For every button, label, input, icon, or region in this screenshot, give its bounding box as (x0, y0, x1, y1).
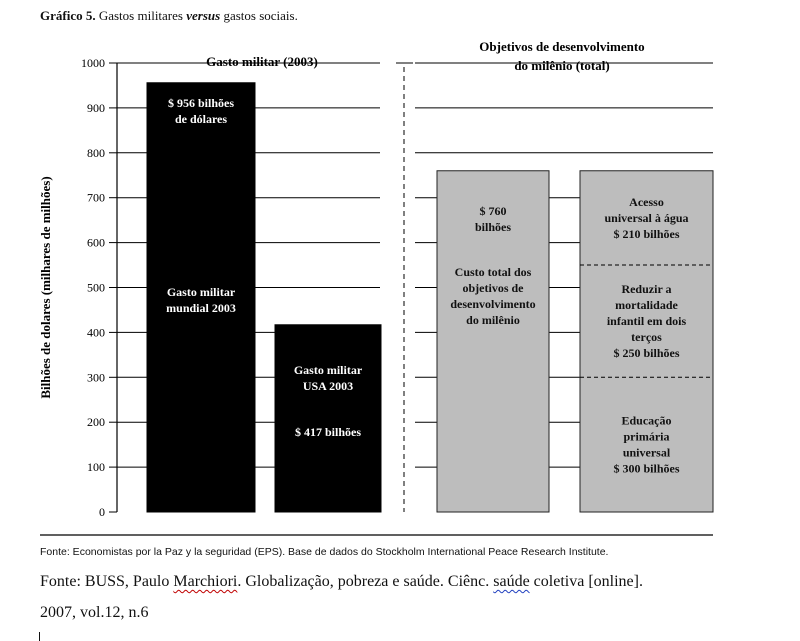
figure-title-em: versus (186, 8, 221, 23)
citation-post: coletiva [online]. (529, 573, 643, 590)
figure-label: Gráfico 5. (40, 8, 96, 23)
segment-0-label-2: universal (622, 445, 671, 460)
segment-2-label-0: Acesso (629, 194, 664, 209)
chart-source-note: Fonte: Economistas por la Paz y la seguridad (EPS). Base de dados do Stockholm International Peace Research Institute. (40, 546, 609, 558)
y-tick-label-100: 100 (87, 460, 105, 475)
bar-mdg-total-mid-label-1: objetivos de (462, 281, 524, 295)
y-tick-label-400: 400 (87, 325, 105, 340)
y-tick-label-1000: 1000 (81, 56, 105, 70)
bar-mdg-total-top-label-1: bilhões (474, 219, 512, 234)
citation-line-1 (40, 573, 643, 591)
text-cursor (39, 632, 40, 641)
bar-mdg-total-mid-label-0: Custo total dos (454, 265, 532, 279)
segment-1-label-2: infantil em dois (606, 314, 687, 329)
citation-word: saúde (493, 573, 530, 590)
bar-mdg-total-mid-label-3: do milênio (466, 313, 520, 327)
bar-world-mid-label-1: mundial 2003 (166, 301, 236, 315)
segment-0-label-3: $ 300 bilhões (613, 461, 680, 476)
figure-title-pre: Gastos militares (98, 8, 183, 23)
bar-usa-mid-label-0: $ 417 bilhões (294, 425, 362, 439)
bar-mdg-total-top-label-0: $ 760 (479, 203, 507, 218)
group-right-title-line-2: do milênio (total) (514, 58, 610, 73)
group-right-title-line-1: Objetivos de desenvolvimento (479, 39, 645, 54)
y-tick-label-800: 800 (87, 145, 105, 160)
y-tick-label-0: 0 (99, 505, 105, 519)
citation-line-2: 2007, vol.12, n.6 (40, 604, 149, 621)
citation-author: Marchiori (173, 573, 238, 590)
y-tick-label-300: 300 (87, 370, 105, 385)
bar-usa (275, 325, 381, 512)
segment-2-label-2: $ 210 bilhões (613, 226, 680, 241)
bar-usa-top-label-1: USA 2003 (302, 378, 354, 393)
y-tick-label-500: 500 (87, 280, 105, 295)
bar-mdg-total-mid-label-2: desenvolvimento (450, 297, 536, 311)
y-tick-label-600: 600 (87, 235, 105, 250)
bar-usa-top-label-0: Gasto militar (293, 362, 363, 377)
bar-world-top-label-0: $ 956 bilhões (167, 95, 235, 110)
citation-pre: Fonte: BUSS, Paulo (40, 573, 174, 590)
y-tick-label-900: 900 (87, 100, 105, 115)
bar-world-mid-label-0: Gasto militar (166, 285, 236, 299)
segment-1-label-0: Reduzir a (621, 282, 672, 297)
citation-mid: . Globalização, pobreza e saúde. Ciênc. (237, 573, 494, 590)
segment-0-label-0: Educação (621, 413, 672, 428)
y-tick-label-200: 200 (87, 415, 105, 430)
segment-1-label-1: mortalidade (615, 298, 678, 313)
y-tick-label-700: 700 (87, 190, 105, 205)
y-axis-label: Bilhões de dolares (milhares de milhões) (38, 176, 53, 399)
bar-world-top-label-1: de dólares (174, 111, 228, 126)
figure-title-post: gastos sociais. (223, 8, 298, 23)
segment-2-label-1: universal à água (604, 210, 689, 225)
segment-1-label-4: $ 250 bilhões (613, 346, 680, 361)
group-left-title: Gasto militar (2003) (206, 54, 318, 69)
segment-0-label-1: primária (623, 429, 670, 444)
segment-1-label-3: terços (631, 330, 662, 345)
